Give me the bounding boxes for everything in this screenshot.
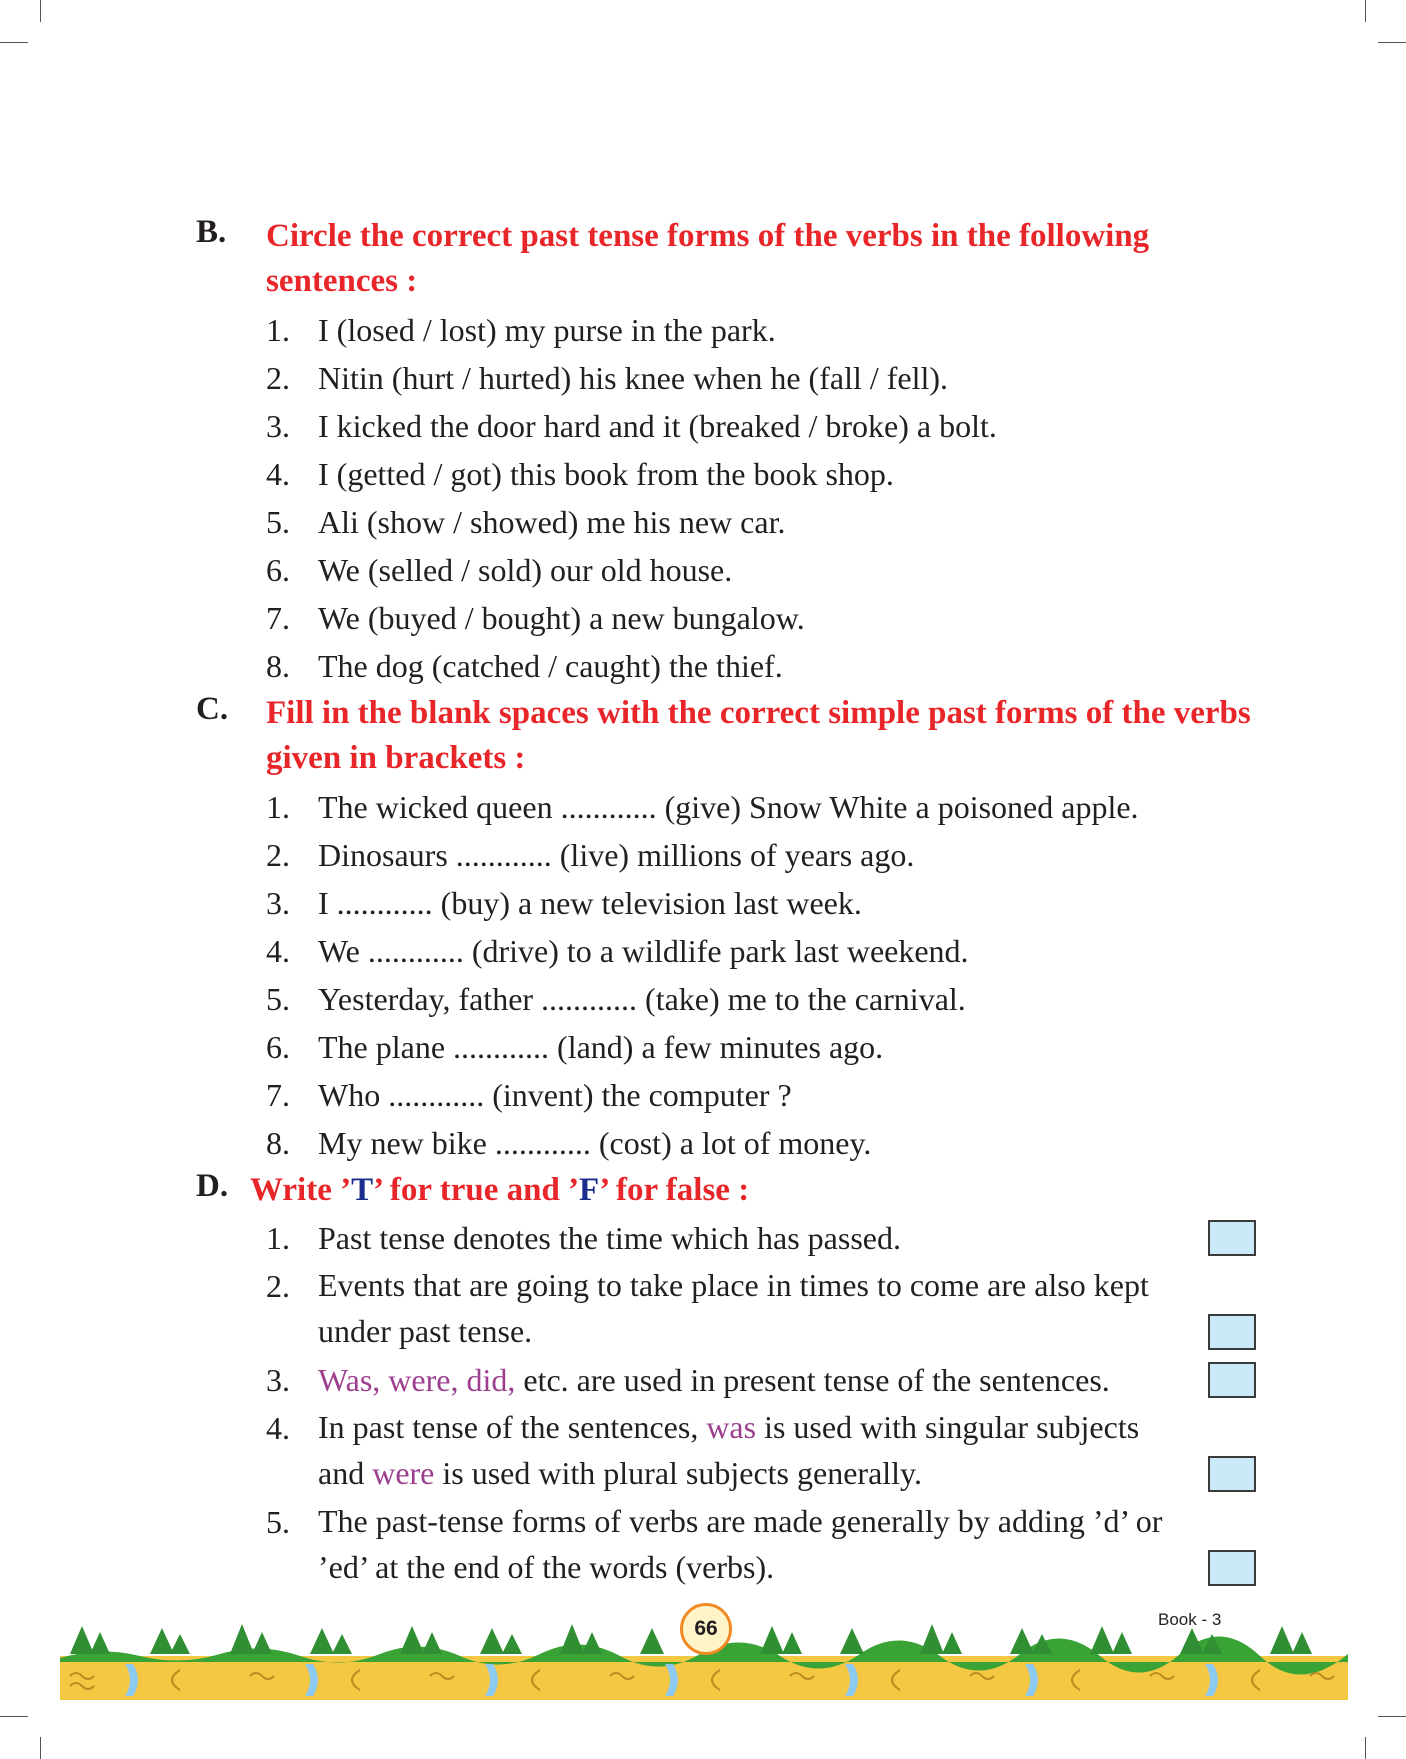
- heading-true-letter: T: [351, 1172, 374, 1208]
- section-letter: D.: [196, 1168, 229, 1204]
- list-item: [266, 402, 1256, 450]
- item-text: We (selled / sold) our old house.: [318, 552, 733, 588]
- item-number: 1.: [266, 312, 290, 348]
- section-heading: Fill in the blank spaces with the correct simple past forms of the verbs given in brackets :: [266, 695, 1251, 776]
- item-text: We ............ (drive) to a wildlife park last weekend.: [318, 933, 969, 969]
- item-text: Events that are going to take place in times to come are also kept under past tense.: [318, 1267, 1149, 1349]
- answer-box[interactable]: [1208, 1314, 1256, 1350]
- heading-part: ’ for false :: [599, 1172, 750, 1208]
- list-item: [266, 594, 1256, 642]
- item-text: [318, 1356, 1256, 1404]
- highlight-word: Was, were, did,: [318, 1362, 516, 1398]
- crop-mark: [1378, 42, 1406, 43]
- list-item: [266, 1404, 1256, 1498]
- section-letter: C.: [196, 691, 229, 727]
- item-number: 8.: [266, 1125, 290, 1161]
- item-number: 2.: [266, 837, 290, 873]
- crop-mark: [1378, 1716, 1406, 1717]
- book-label: Book - 3: [1158, 1610, 1222, 1629]
- list-item: [266, 1214, 1256, 1262]
- section-heading: Circle the correct past tense forms of the verbs in the following sentences :: [266, 218, 1150, 299]
- item-text: I ............ (buy) a new television last week.: [318, 885, 862, 921]
- item-text: The wicked queen ............ (give) Snow White a poisoned apple.: [318, 789, 1139, 825]
- list-item: [266, 1498, 1256, 1592]
- list-item: [266, 1262, 1256, 1356]
- item-text-part: etc. are used in present tense of the sentences.: [515, 1362, 1110, 1398]
- list-item: [266, 546, 1256, 594]
- highlight-word: were: [372, 1455, 435, 1491]
- item-number: 6.: [266, 552, 290, 588]
- crop-mark: [1365, 1737, 1366, 1759]
- crop-mark: [1365, 0, 1366, 22]
- item-number: 5.: [266, 1504, 290, 1540]
- item-text: Who ............ (invent) the computer ?: [318, 1077, 792, 1113]
- list-item: [266, 879, 1256, 927]
- item-number: 3.: [266, 885, 290, 921]
- list-item: [266, 975, 1256, 1023]
- item-number: 1.: [266, 1220, 290, 1256]
- item-text: I kicked the door hard and it (breaked / broke) a bolt.: [318, 408, 997, 444]
- list-item: [266, 498, 1256, 546]
- list-item: [266, 831, 1256, 879]
- heading-part: Write ’: [250, 1172, 352, 1208]
- list-item: [266, 450, 1256, 498]
- list-item: [266, 1356, 1256, 1404]
- list-item: [266, 1071, 1256, 1119]
- list-item: [266, 783, 1256, 831]
- heading-false-letter: F: [579, 1172, 600, 1208]
- list-item: [266, 306, 1256, 354]
- crop-mark: [40, 0, 41, 22]
- list-item: [266, 1023, 1256, 1071]
- item-text: Past tense denotes the time which has passed.: [318, 1220, 901, 1256]
- list-item: [266, 354, 1256, 402]
- item-list: [266, 783, 1256, 1167]
- answer-box[interactable]: [1208, 1362, 1256, 1398]
- item-number: 6.: [266, 1029, 290, 1065]
- crop-mark: [0, 42, 28, 43]
- item-text-part: is used with singular subjects and: [318, 1409, 1140, 1491]
- heading-part: ’ for true and ’: [373, 1172, 580, 1208]
- item-number: 4.: [266, 933, 290, 969]
- page-number: 66: [680, 1603, 732, 1655]
- crop-mark: [40, 1737, 41, 1759]
- list-item: [266, 927, 1256, 975]
- item-list: [266, 1214, 1256, 1592]
- item-number: 2.: [266, 360, 290, 396]
- item-text: We (buyed / bought) a new bungalow.: [318, 600, 805, 636]
- answer-box[interactable]: [1208, 1220, 1256, 1256]
- item-text: My new bike ............ (cost) a lot of money.: [318, 1125, 872, 1161]
- section-c: [196, 691, 1256, 1161]
- item-number: 5.: [266, 504, 290, 540]
- item-number: 7.: [266, 600, 290, 636]
- section-heading: [250, 1168, 1256, 1213]
- list-item: [266, 642, 1256, 690]
- item-number: 4.: [266, 456, 290, 492]
- item-text: Ali (show / showed) me his new car.: [318, 504, 786, 540]
- item-text: Yesterday, father ............ (take) me to the carnival.: [318, 981, 966, 1017]
- section-d: [196, 1168, 1256, 1598]
- item-number: 7.: [266, 1077, 290, 1113]
- item-text: I (getted / got) this book from the book shop.: [318, 456, 894, 492]
- item-number: 4.: [266, 1410, 290, 1446]
- item-list: [266, 306, 1256, 690]
- section-b: [196, 214, 1256, 684]
- item-text-part: is used with plural subjects generally.: [434, 1455, 922, 1491]
- section-letter: B.: [196, 214, 227, 250]
- item-number: 2.: [266, 1268, 290, 1304]
- item-text-part: In past tense of the sentences,: [318, 1409, 707, 1445]
- item-number: 1.: [266, 789, 290, 825]
- highlight-word: was: [706, 1409, 757, 1445]
- item-text: The plane ............ (land) a few minutes ago.: [318, 1029, 884, 1065]
- item-text: The dog (catched / caught) the thief.: [318, 648, 783, 684]
- item-text: Nitin (hurt / hurted) his knee when he (fall / fell).: [318, 360, 949, 396]
- item-number: 5.: [266, 981, 290, 1017]
- item-text: I (losed / lost) my purse in the park.: [318, 312, 776, 348]
- item-number: 8.: [266, 648, 290, 684]
- list-item: [266, 1119, 1256, 1167]
- item-text: [318, 1404, 1256, 1496]
- crop-mark: [0, 1716, 28, 1717]
- answer-box[interactable]: [1208, 1550, 1256, 1586]
- item-text: The past-tense forms of verbs are made generally by adding ’d’ or ’ed’ at the end of the words (verbs).: [318, 1503, 1163, 1585]
- item-number: 3.: [266, 408, 290, 444]
- answer-box[interactable]: [1208, 1456, 1256, 1492]
- item-text: Dinosaurs ............ (live) millions of years ago.: [318, 837, 915, 873]
- item-number: 3.: [266, 1362, 290, 1398]
